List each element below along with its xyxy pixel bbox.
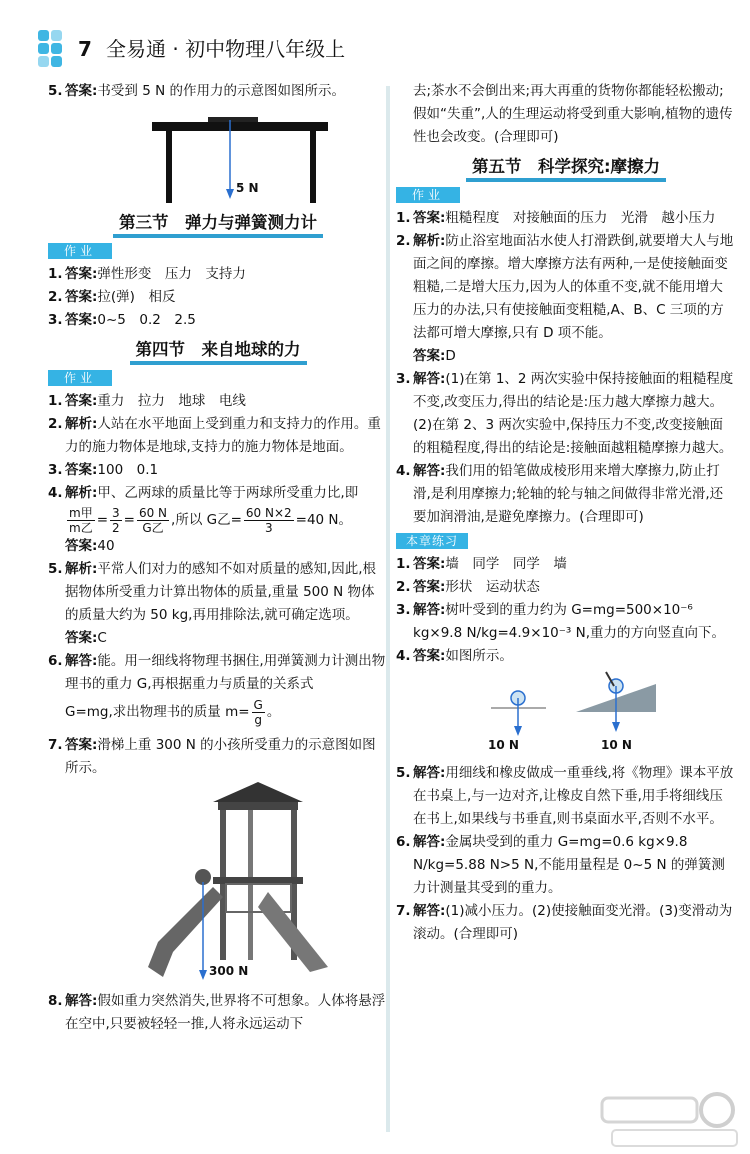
answer-item: 3. 答案:100 0.1 — [48, 462, 159, 478]
answer-item: 3. 答案:0~5 0.2 2.5 — [48, 312, 196, 328]
answer-item: 3. 解答:树叶受到的重力约为 G=mg=500×10⁻⁶ kg×9.8 N/kg=4.9×10⁻³ N,重力的方向竖直向下。 — [396, 602, 725, 641]
right-column — [396, 80, 736, 946]
answer-item: 5. 解答:用细线和橡皮做成一重垂线,将《物理》课本平放在书桌上,与一边对齐,让橡皮自然下垂,用手将细线压在书上,如果线与书垂直,则书桌面水平,否则不水平。 — [396, 765, 734, 827]
figure-ball-gravity — [396, 670, 736, 760]
answer-line: 答案:D — [413, 348, 456, 364]
section-title: 第四节 来自地球的力 — [48, 338, 388, 361]
answer-item: 3. 解答:(1)在第 1、2 两次实验中保持接触面的粗糙程度不变,改变压力,得出的结论是:压力越大摩擦力越大。 — [396, 371, 734, 410]
answer-line: 答案:C — [65, 630, 107, 646]
homework-tag: 作业 — [48, 243, 112, 259]
figure-slide-playground — [48, 782, 388, 988]
book-logo-icon — [38, 30, 78, 72]
section-title: 第五节 科学探究:摩擦力 — [396, 155, 736, 178]
left-column — [48, 80, 388, 1036]
answer-item: 1. 答案:重力 拉力 地球 电线 — [48, 393, 246, 409]
answer-item: 8. 解答:假如重力突然消失,世界将不可想象。人体将悬浮在空中,只要被轻轻一推,人将永远运动下 — [48, 993, 386, 1032]
watermark-logo-icon — [592, 1090, 742, 1150]
force-label: 10 N — [488, 738, 519, 752]
answer-item: 6. 解答:金属块受到的重力 G=mg=0.6 kg×9.8 N/kg=5.88 N>5 N,不能用量程是 0~5 N 的弹簧测力计测量其受到的重力。 — [396, 834, 725, 896]
answer-para: (2)在第 2、3 两次实验中,保持压力不变,改变接触面的粗糙程度,得出的结论是:接触面越粗糙摩擦力越大。 — [413, 417, 733, 456]
answer-item: 6. 解答:能。用一细线将物理书捆住,用弹簧测力计测出物理书的重力 G,再根据重力与质量的关系式 — [48, 653, 386, 692]
homework-tag: 作业 — [396, 187, 460, 203]
continued-text: 去;茶水不会倒出来;再大再重的货物你都能轻松搬动;假如“失重”,人的生理运动将受到重大影响,植物的遗传性也会改变。(合理即可) — [413, 83, 733, 145]
answer-item: 2. 解析:人站在水平地面上受到重力和支持力的作用。重力的施力物体是地球,支持力的施力物体是地面。 — [48, 416, 381, 455]
formula-line: G=mg,求出物理书的质量 m= $\frac{G}{g}$ 。 — [65, 697, 281, 727]
force-label: 5 N — [236, 181, 259, 195]
homework-tag: 作业 — [48, 370, 112, 386]
figure-book-on-table — [48, 105, 388, 205]
chapter-practice-tag: 本章练习 — [396, 533, 468, 549]
answer-item: 2. 答案:拉(弹) 相反 — [48, 289, 176, 305]
answer-line: 答案:40 — [65, 538, 115, 554]
book-title: 全易通 · 初中物理八年级上 — [106, 37, 346, 61]
force-label: 300 N — [209, 964, 249, 978]
answer-item: 4. 解答:我们用的铅笔做成棱形用来增大摩擦力,防止打滑,是利用摩擦力;轮轴的轮与轴之间做得非常光滑,还要加润滑油,是避免摩擦力。(合理即可) — [396, 463, 724, 525]
answer-item: 2. 答案:形状 运动状态 — [396, 579, 540, 595]
answer-item: 7. 解答:(1)减小压力。(2)使接触面变光滑。(3)变滑动为滚动。(合理即可) — [396, 903, 733, 942]
answer-item: 4. 解析:甲、乙两球的质量比等于两球所受重力比,即 — [48, 485, 359, 501]
page-number: 7 — [78, 37, 92, 61]
answer-item: 2. 解析:防止浴室地面沾水使人打滑跌倒,就要增大人与地面之间的摩擦。增大摩擦方法有两种,一是使接触面变粗糙,二是增大压力,因为人的体重不变,就不能用增大压力的办法,只有使接触面变粗糙,A、B、C 三项的方法都可增大摩擦,只有 D 项不能。 — [396, 233, 734, 341]
answer-item: 1. 答案:粗糙程度 对接触面的压力 光滑 越小压力 — [396, 210, 716, 226]
section-title: 第三节 弹力与弹簧测力计 — [48, 211, 388, 234]
page-header — [0, 0, 750, 78]
force-label: 10 N — [601, 738, 632, 752]
answer-item: 7. 答案:滑梯上重 300 N 的小孩所受重力的示意图如图所示。 — [48, 737, 376, 776]
formula-line: $\frac{\text{m甲}}{\text{m乙}}$ = $\frac{3}{2}$ = $\frac{60 N}{\text{G乙}}$ ,所以 G乙= $\frac{60 N\times 2}{3}$ =40 N。 — [69, 505, 353, 535]
answer-item: 1. 答案:墙 同学 同学 墙 — [396, 556, 567, 572]
answer-item: 5. 答案:书受到 5 N 的作用力的示意图如图所示。 — [48, 83, 345, 99]
answer-item: 4. 答案:如图所示。 — [396, 648, 513, 664]
answer-item: 5. 解析:平常人们对力的感知不如对质量的感知,因此,根据物体所受重力计算出物体的质量,重量 500 N 物体的质量大约为 50 kg,再用排除法,就可确定选项。 — [48, 561, 376, 623]
answer-item: 1. 答案:弹性形变 压力 支持力 — [48, 266, 246, 282]
